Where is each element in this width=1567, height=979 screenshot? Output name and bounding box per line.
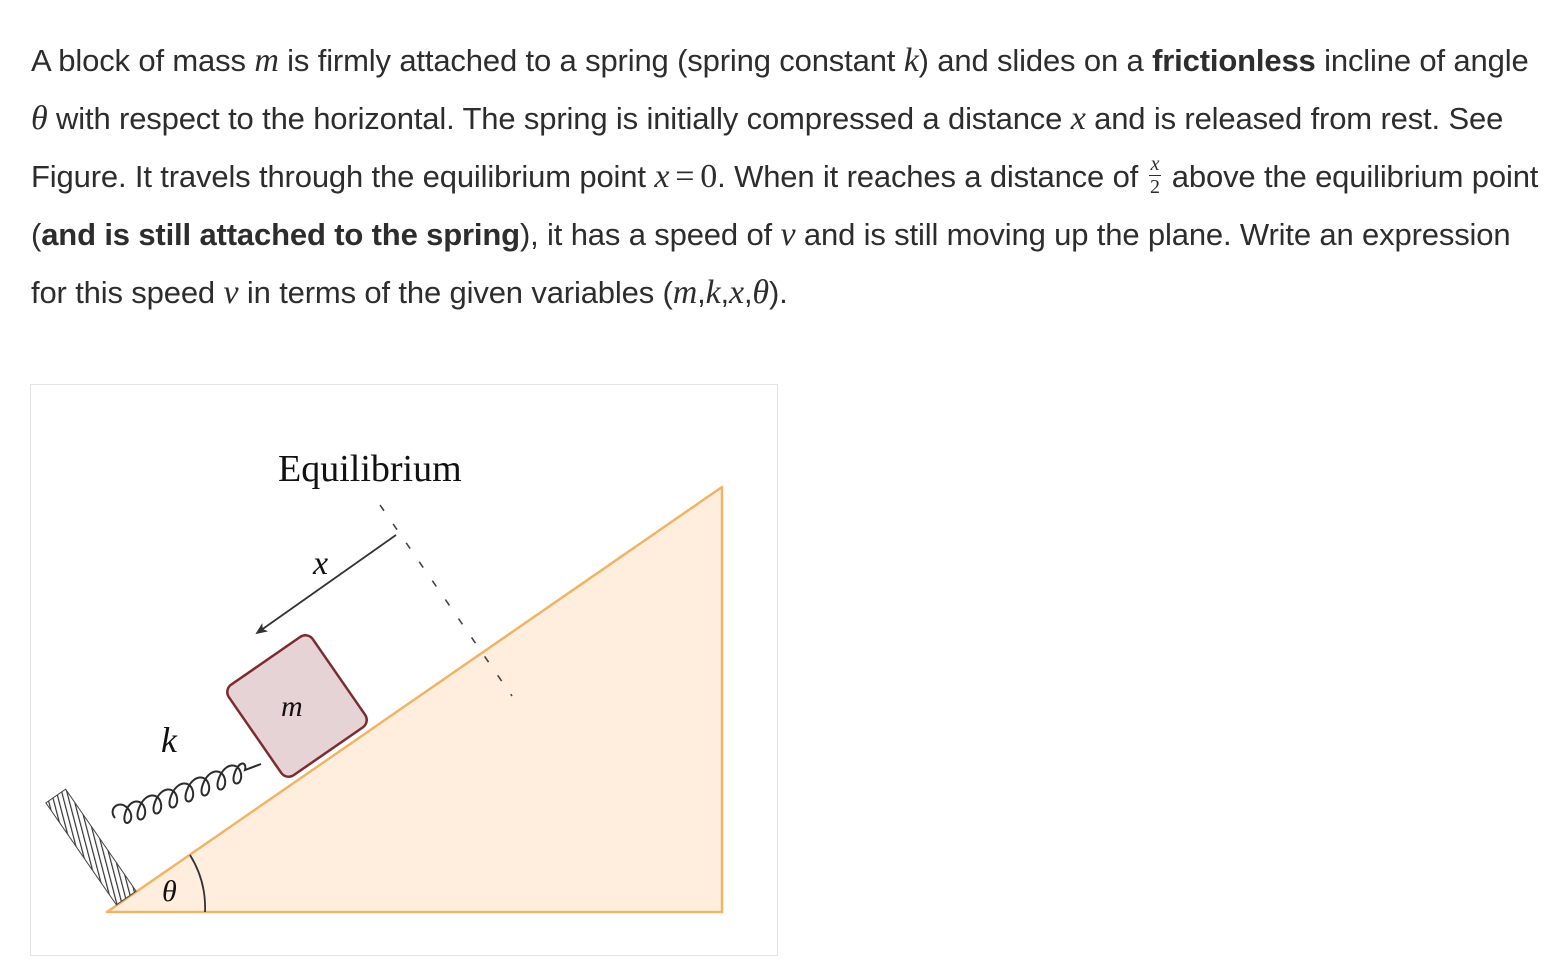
text-run: ) and slides on a — [918, 43, 1153, 78]
comma: , — [743, 275, 753, 310]
var-distance: x — [654, 158, 670, 195]
x-distance-label: x — [313, 545, 329, 582]
bold-frictionless: frictionless — [1152, 43, 1316, 78]
text-run: A block of mass — [31, 43, 255, 78]
var-speed: v — [780, 216, 796, 253]
var-angle: θ — [31, 100, 48, 137]
wall-support — [46, 789, 136, 905]
text-run: ), it has a speed of — [519, 217, 781, 252]
text-run: in terms of the given variables ( — [238, 275, 673, 310]
bold-still-attached: and is still attached to the spring — [41, 217, 520, 252]
text-run: and is still moving up the plane. Write an expression for this speed — [31, 217, 1511, 310]
var-mass: m — [254, 42, 279, 79]
text-run: with respect to the horizontal. The spring is initially compressed a distance — [47, 101, 1071, 136]
text-run: . When it reaches a distance of — [717, 159, 1147, 194]
text-run: ). — [768, 275, 788, 310]
var-distance: x — [729, 274, 744, 311]
text-run: is firmly attached to a spring (spring constant — [278, 43, 904, 78]
comma: , — [697, 275, 706, 310]
angle-label: θ — [162, 875, 177, 908]
text-run: above the equilibrium point ( — [31, 159, 1539, 252]
fraction-x-over-2 — [1149, 154, 1162, 197]
var-speed: v — [223, 274, 239, 311]
fraction-denominator: 2 — [1150, 176, 1160, 199]
problem-statement — [31, 32, 1541, 322]
var-mass: m — [672, 274, 698, 311]
var-distance: x — [1070, 100, 1086, 137]
var-spring-constant: k — [705, 274, 721, 311]
var-spring-constant: k — [903, 42, 919, 79]
mass-label: m — [281, 690, 303, 723]
zero-value: 0 — [700, 158, 718, 195]
incline-diagram — [31, 385, 779, 957]
text-run: incline of angle — [1315, 43, 1529, 78]
equals-sign: = — [675, 158, 695, 195]
equilibrium-label: Equilibrium — [278, 448, 462, 490]
incline-surface — [107, 487, 722, 912]
var-angle: θ — [752, 274, 769, 311]
fraction-numerator: x — [1150, 153, 1160, 176]
comma: , — [720, 275, 729, 310]
figure-frame — [30, 384, 778, 956]
spring-coil — [113, 764, 261, 823]
text-run: and is released from rest. See Figure. It travels through the equilibrium point — [31, 101, 1504, 194]
spring-constant-label: k — [161, 720, 177, 760]
